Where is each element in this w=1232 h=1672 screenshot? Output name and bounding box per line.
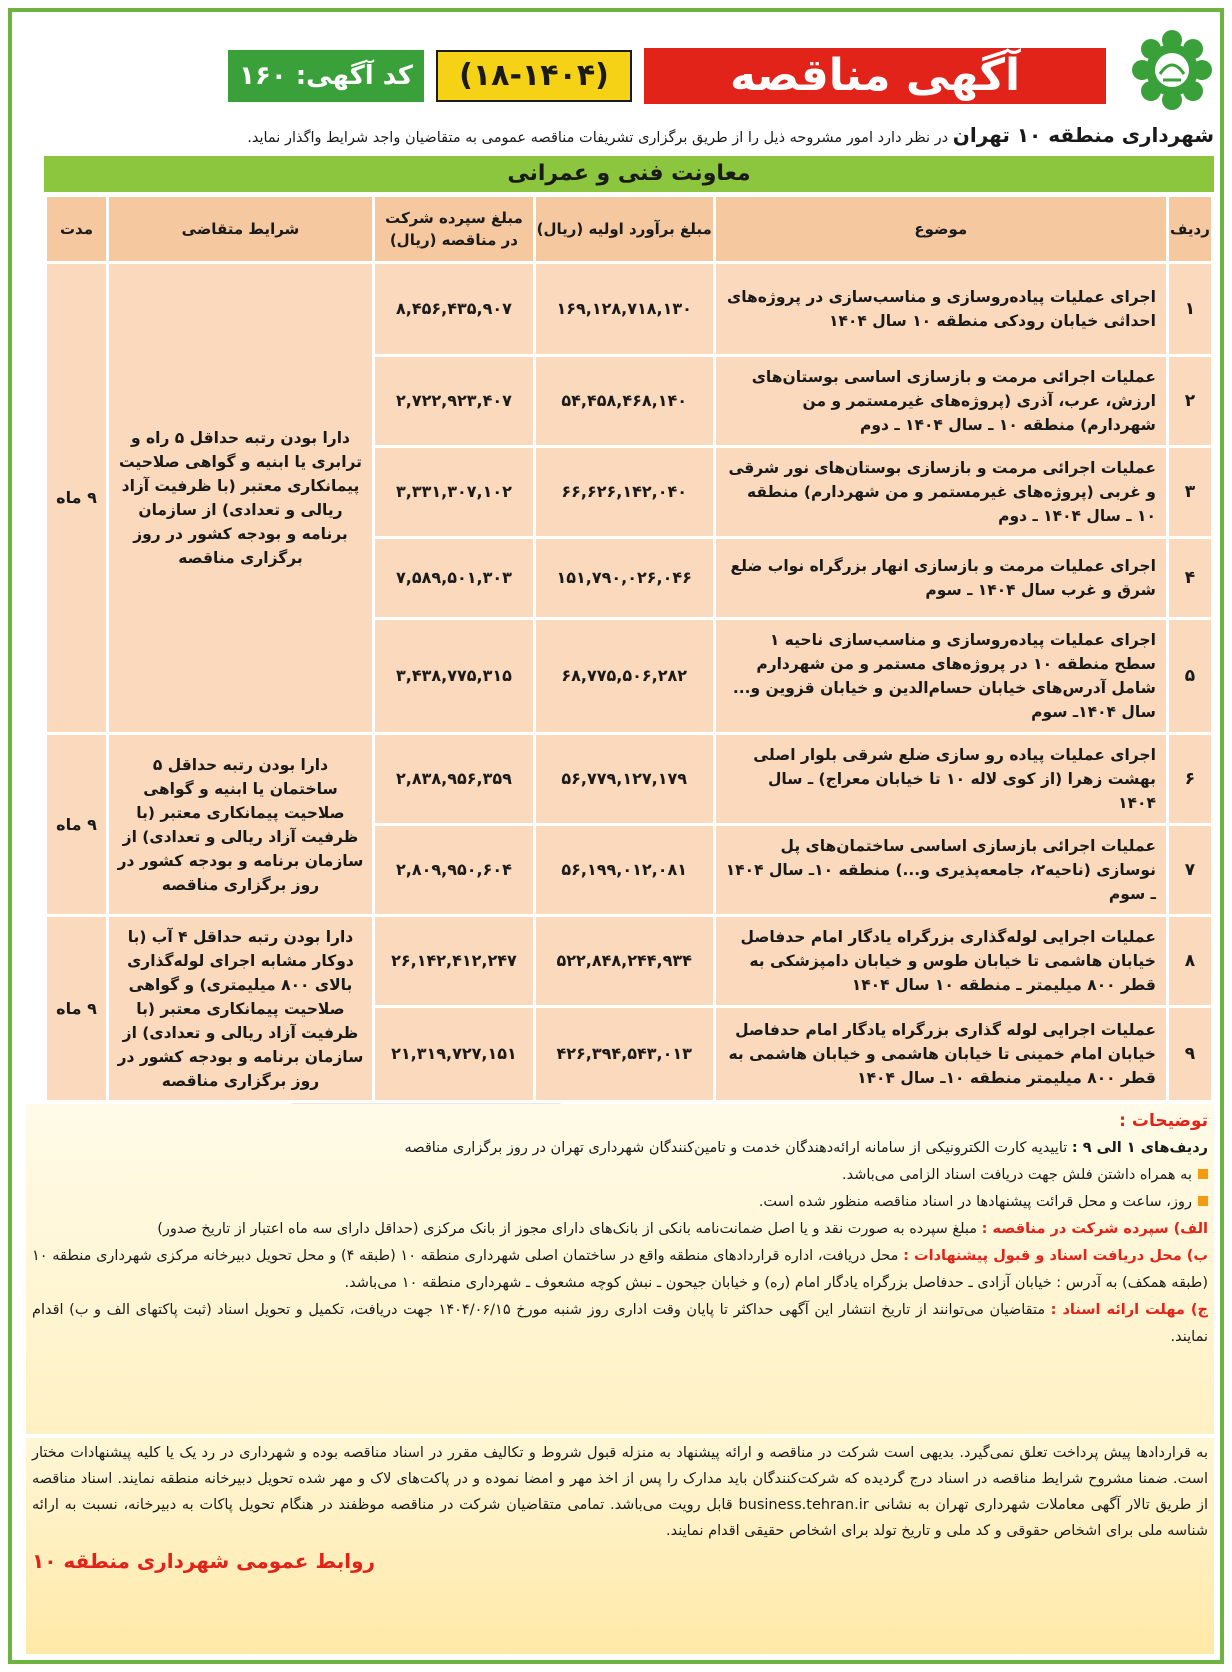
header-subject: موضوع — [716, 197, 1166, 261]
duration-group-2: ۹ ماه — [47, 735, 106, 914]
row-deposit: ۸,۴۵۶,۴۳۵,۹۰۷ — [375, 264, 533, 354]
row-number: ۹ — [1169, 1008, 1211, 1100]
row-number: ۳ — [1169, 448, 1211, 536]
row-estimate: ۵۶,۷۷۹,۱۲۷,۱۷۹ — [536, 735, 713, 823]
intro-municipality: شهرداری منطقه ۱۰ تهران — [952, 123, 1214, 147]
row-deposit: ۲,۸۳۸,۹۵۶,۳۵۹ — [375, 735, 533, 823]
row-number: ۶ — [1169, 735, 1211, 823]
row-estimate: ۶۶,۶۲۶,۱۴۲,۰۴۰ — [536, 448, 713, 536]
intro-text — [26, 122, 1214, 151]
notes-c-text: متقاضیان می‌توانند از تاریخ انتشار این آگهی حداکثر تا پایان وقت اداری روز شنبه مورخ ۱۴۰۴/۰۶/۱۵ جهت دریافت، تکمیل و تحویل اسناد (ثبت پاکتهای الف و ب) اقدام نمایند. — [32, 1302, 1208, 1345]
footer-text: به قراردادها پیش پرداخت تعلق نمی‌گیرد. بدیهی است شرکت در مناقصه و ارائه پیشنهاد به منزله قبول شروط و تکالیف مقرر در اسناد مناقصه بوده و شهرداری در رد یک یا کلیه پیشنهادات مختار است. ضمنا مشروح شرایط مناقصه در اسناد درج گردیده که شرکت‌کنندگان باید مدارک را پس از اخذ مهر و امضا نموده و در پاکت‌های لاک و مهر شده تحویل دبیرخانه منطقه نمایند. اسناد مناقصه از طریق تالار آگهی معاملات شهرداری تهران به نشانی business.tehran.ir قابل رویت می‌باشد. تمامی متقاضیان شرکت در مناقصه موظفند در هنگام تحویل پاکات به دبیرخانه، نسبت به ارائه شناسه ملی برای اشخاص حقوقی و کد ملی و تاریخ تولد برای اشخاص حقیقی اقدام نمایند. — [32, 1445, 1208, 1539]
conditions-group-1: دارا بودن رتبه حداقل ۵ راه و ترابری یا ابنیه و گواهی صلاحیت پیمانکاری معتبر (با ظرفیت آزاد ریالی و تعدادی) از سازمان برنامه و بودجه کشور در روز برگزاری مناقصه — [109, 264, 372, 732]
bullet-square-icon — [1198, 1169, 1208, 1179]
notes-bullet-1: به همراه داشتن فلش جهت دریافت اسناد الزامی می‌باشد. — [841, 1167, 1192, 1183]
notes-a-label: الف) سپرده شرکت در مناقصه : — [981, 1221, 1208, 1237]
notes-b-text: محل دریافت، اداره قراردادهای منطقه واقع در ساختمان اصلی شهرداری منطقه ۱۰ (طبقه ۴) و محل تحویل دبیرخانه مرکزی شهرداری منطقه ۱۰ (طبقه همکف) به آدرس : خیابان آزادی ـ حدفاصل بزرگراه یادگار امام (ره) و خیابان جیحون ـ نبش کوچه مشعوف ـ شهرداری منطقه ۱۰ می‌باشد. — [32, 1248, 1208, 1291]
notes-bullet — [32, 1189, 1208, 1216]
row-deposit: ۲,۸۰۹,۹۵۰,۶۰۴ — [375, 826, 533, 914]
row-number: ۸ — [1169, 917, 1211, 1005]
header-conditions: شرایط متقاضی — [109, 197, 372, 261]
row-subject: عملیات اجرائی مرمت و بازسازی بوستان‌های نور شرقی و غربی (پروژه‌های غیرمستمر و من شهردارم) منطقه ۱۰ ـ سال ۱۴۰۴ ـ دوم — [716, 448, 1166, 536]
row-number: ۲ — [1169, 357, 1211, 445]
row-estimate: ۶۸,۷۷۵,۵۰۶,۲۸۲ — [536, 620, 713, 732]
intro-rest: در نظر دارد امور مشروحه ذیل را از طریق برگزاری تشریفات مناقصه عمومی به متقاضیان واجد شرایط واگذار نماید. — [247, 130, 953, 146]
ad-content — [26, 26, 1214, 1654]
row-number: ۱ — [1169, 264, 1211, 354]
row-number: ۴ — [1169, 539, 1211, 617]
header-deposit: مبلغ سپرده شرکت در مناقصه (ریال) — [375, 197, 533, 261]
row-subject: اجرای عملیات پیاده‌روسازی و مناسب‌سازی در پروژه‌های احداثی خیابان رودکی منطقه ۱۰ سال ۱۴۰۴ — [716, 264, 1166, 354]
notes-a — [32, 1216, 1208, 1243]
ad-title: آگهی مناقصه — [644, 48, 1106, 104]
duration-group-1: ۹ ماه — [47, 264, 106, 732]
footer-section — [26, 1438, 1214, 1654]
row-deposit: ۳,۳۳۱,۳۰۷,۱۰۲ — [375, 448, 533, 536]
notes-b — [32, 1243, 1208, 1297]
tehran-municipality-logo-icon — [1130, 28, 1214, 112]
conditions-group-3: دارا بودن رتبه حداقل ۴ آب (با دوکار مشابه اجرای لوله‌گذاری بالای ۸۰۰ میلیمتری) و گواهی صلاحیت پیمانکاری معتبر (با ظرفیت آزاد ریالی و تعدادی) از سازمان برنامه و بودجه کشور در روز برگزاری مناقصه — [109, 917, 372, 1100]
notes-bullet — [32, 1162, 1208, 1189]
row-deposit: ۲۶,۱۴۲,۴۱۲,۲۴۷ — [375, 917, 533, 1005]
row-estimate: ۱۵۱,۷۹۰,۰۲۶,۰۴۶ — [536, 539, 713, 617]
bullet-square-icon — [1198, 1196, 1208, 1206]
section-title: معاونت فنی و عمرانی — [44, 156, 1214, 192]
ad-frame — [8, 8, 1224, 1664]
notes-bullet-2: روز، ساعت و محل قرائت پیشنهادها در اسناد مناقصه منظور شده است. — [758, 1194, 1192, 1210]
row-estimate: ۵۶,۱۹۹,۰۱۲,۰۸۱ — [536, 826, 713, 914]
row-estimate: ۵۴,۴۵۸,۴۶۸,۱۴۰ — [536, 357, 713, 445]
notes-b-label: ب) محل دریافت اسناد و قبول پیشنهادات : — [903, 1248, 1208, 1264]
notes-c — [32, 1297, 1208, 1351]
header-estimate: مبلغ برآورد اولیه (ریال) — [536, 197, 713, 261]
row-subject: عملیات اجرائی بازسازی اساسی ساختمان‌های پل نوسازی (ناحیه۲، جامعه‌پذیری و...) منطقه ۱۰ـ سال ۱۴۰۴ ـ سوم — [716, 826, 1166, 914]
tender-table — [44, 194, 1214, 1103]
table-row — [47, 917, 1211, 1005]
row-subject: عملیات اجرائی مرمت و بازسازی اساسی بوستان‌های ارزش، عرب، آذری (پروژه‌های غیرمستمر و من شهردارم) منطقه ۱۰ ـ سال ۱۴۰۴ ـ دوم — [716, 357, 1166, 445]
row-subject: اجرای عملیات مرمت و بازسازی انهار بزرگراه نواب ضلع شرق و غرب سال ۱۴۰۴ ـ سوم — [716, 539, 1166, 617]
header — [26, 26, 1214, 147]
conditions-group-2: دارا بودن رتبه حداقل ۵ ساختمان یا ابنیه و گواهی صلاحیت پیمانکاری معتبر (با ظرفیت آزاد ریالی و تعدادی) از سازمان برنامه و بودجه کشور در روز برگزاری مناقصه — [109, 735, 372, 914]
header-duration: مدت — [47, 197, 106, 261]
notes-a-text: مبلغ سپرده به صورت نقد و یا اصل ضمانت‌نامه بانکی از بانک‌های دارای مجوز از بانک مرکزی (حداقل دارای سه ماه اعتبار از تاریخ صدور) — [157, 1221, 982, 1237]
notes-rows-text: تاییدیه کارت الکترونیکی از سامانه ارائه‌دهندگان خدمت و تامین‌کنندگان شهرداری تهران در روز برگزاری مناقصه — [404, 1140, 1072, 1156]
notes-heading: توضیحات : — [1119, 1111, 1208, 1131]
table-header-row — [47, 197, 1211, 261]
row-number: ۷ — [1169, 826, 1211, 914]
row-deposit: ۲۱,۳۱۹,۷۲۷,۱۵۱ — [375, 1008, 533, 1100]
row-number: ۵ — [1169, 620, 1211, 732]
table-row — [47, 264, 1211, 354]
notes-rows-line — [32, 1135, 1208, 1162]
row-subject: اجرای عملیات پیاده رو سازی ضلع شرقی بلوار اصلی بهشت زهرا (از کوی لاله ۱۰ تا خیابان معراج) ـ سال ۱۴۰۴ — [716, 735, 1166, 823]
row-estimate: ۱۶۹,۱۲۸,۷۱۸,۱۳۰ — [536, 264, 713, 354]
row-deposit: ۲,۷۲۲,۹۲۳,۴۰۷ — [375, 357, 533, 445]
notes-c-label: ج) مهلت ارائه اسناد : — [1050, 1302, 1208, 1318]
row-estimate: ۵۲۲,۸۴۸,۲۴۴,۹۳۴ — [536, 917, 713, 1005]
footer-signature: روابط عمومی شهرداری منطقه ۱۰ — [32, 1549, 376, 1573]
duration-group-3: ۹ ماه — [47, 917, 106, 1100]
row-deposit: ۳,۴۳۸,۷۷۵,۳۱۵ — [375, 620, 533, 732]
row-deposit: ۷,۵۸۹,۵۰۱,۳۰۳ — [375, 539, 533, 617]
header-row-number: ردیف — [1169, 197, 1211, 261]
row-subject: عملیات اجرایی لوله گذاری بزرگراه یادگار امام حدفاصل خیابان امام خمینی تا خیابان هاشمی و خیابان هاشمی به قطر ۸۰۰ میلیمتر منطقه ۱۰ـ سال ۱۴۰۴ — [716, 1008, 1166, 1100]
ad-number: (۱۸-۱۴۰۴) — [436, 50, 632, 102]
notes-rows-label: ردیف‌های ۱ الی ۹ : — [1071, 1140, 1208, 1156]
ad-code: کد آگهی: ۱۶۰ — [228, 50, 424, 102]
notes-section — [26, 1104, 1214, 1434]
row-subject: عملیات اجرایی لوله‌گذاری بزرگراه یادگار امام حدفاصل خیابان هاشمی تا خیابان طوس و خیابان دامپزشکی به قطر ۸۰۰ میلیمتر ـ منطقه ۱۰ سال ۱۴۰۴ — [716, 917, 1166, 1005]
row-subject: اجرای عملیات پیاده‌روسازی و مناسب‌سازی ناحیه ۱ سطح منطقه ۱۰ در پروژه‌های مستمر و من شهردارم شامل آدرس‌های خیابان حسام‌الدین و خیابان قزوین و... سال ۱۴۰۴ـ سوم — [716, 620, 1166, 732]
table-row — [47, 735, 1211, 823]
row-estimate: ۴۲۶,۳۹۴,۵۴۳,۰۱۳ — [536, 1008, 713, 1100]
